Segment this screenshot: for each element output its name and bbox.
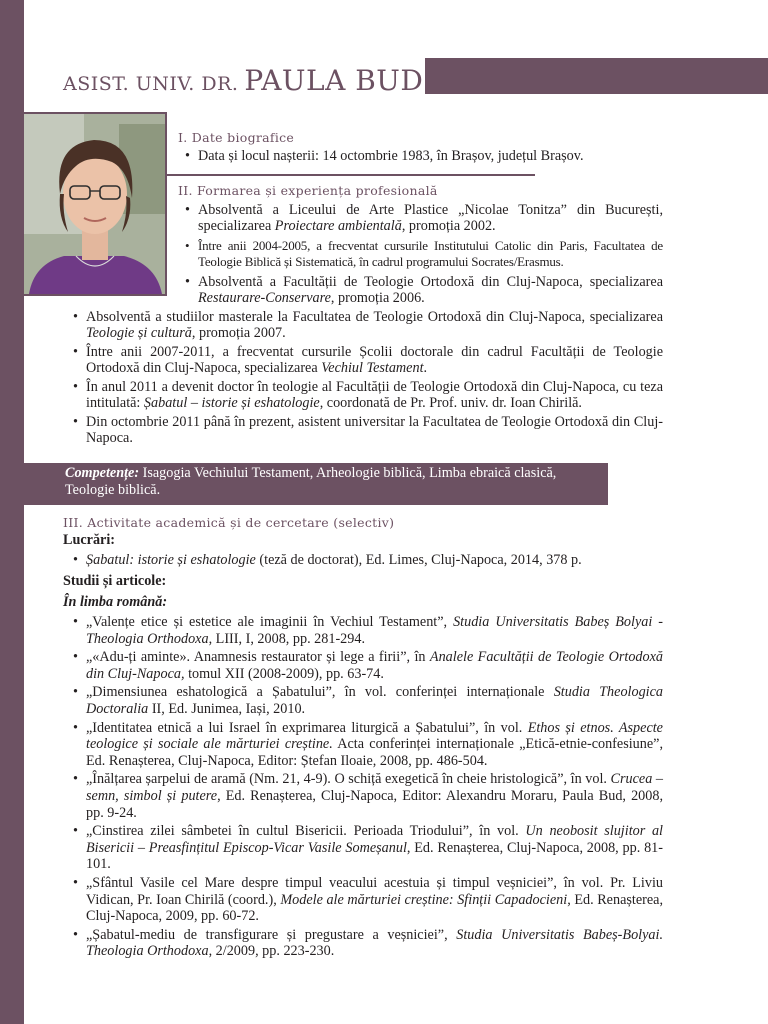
- person-name: PAULA BUD: [244, 64, 424, 97]
- list-item: • „Valențe etice și estetice ale imaginii în Vechiul Testament”, Studia Universitatis Babeș Bolyai - Theologia Orthodoxa, LIII, I, 2008, pp. 281-294.: [73, 614, 663, 647]
- list-item: • Data și locul nașterii: 14 octombrie 1983, în Brașov, județul Brașov.: [185, 148, 615, 164]
- list-item: • „Identitatea etnică a lui Israel în exprimarea liturgică a Șabatului”, în vol. Ethos și etnos. Aspecte teologice și sociale ale mărturiei creștine. Acta conferinței internaționale „Etică-etnie-confesiune”, Ed. Renașterea, Cluj-Napoca, Editor: Ștefan Iloaie, 2008, pp. 486-504.: [73, 720, 663, 770]
- list-item: • Absolventă a Facultății de Teologie Ortodoxă din Cluj-Napoca, specializarea Restaurare-Conservare, promoția 2006.: [185, 274, 663, 306]
- list-item: • „Înălțarea șarpelui de aramă (Nm. 21, 4-9). O schiță exegetică în cheie hristologică”, în vol. Crucea – semn, simbol și putere, Ed. Renașterea, Cluj-Napoca, Editor: Alexandru Moraru, Paula Bud, 2008, pp. 9-24.: [73, 771, 663, 821]
- list-item: • Absolventă a studiilor masterale la Facultatea de Teologie Ortodoxă din Cluj-Napoca, specializarea Teologie și cultură, promoția 2007.: [73, 309, 663, 341]
- list-item: • Între anii 2007-2011, a frecventat cursurile Școlii doctorale din cadrul Facultății de Teologie Ortodoxă din Cluj-Napoca, specializarea Vechiul Testament.: [73, 344, 663, 376]
- section-academic-title: III. Activitate academică și de cercetare (selectiv): [63, 515, 395, 530]
- page-title: [63, 60, 423, 98]
- list-item: • În anul 2011 a devenit doctor în teologie al Facultății de Teologie Ortodoxă din Cluj-Napoca, cu teza intitulată: Șabatul – istorie și eshatologie, coordonată de Pr. Prof. univ. dr. Ioan Chirilă.: [73, 379, 663, 411]
- competences-text: Isagogia Vechiului Testament, Arheologie biblică, Limba ebraică clasică, Teologie biblică.: [65, 465, 557, 498]
- header-accent-bar: [425, 58, 768, 94]
- education-list-top: [185, 202, 663, 310]
- section-divider: [165, 174, 535, 176]
- list-item: • „Sfântul Vasile cel Mare despre timpul veacului acestuia și timpul veșniciei”, în vol. Pr. Liviu Vidican, Pr. Ioan Chirilă (coord.), Modele ale mărturiei creștine: Sfinții Capadocieni, Ed. Renașterea, Cluj-Napoca, 2009, pp. 60-72.: [73, 875, 663, 925]
- list-item: • Absolventă a Liceului de Arte Plastice „Nicolae Tonitza” din București, specializarea Proiectare ambientală, promoția 2002.: [185, 202, 663, 234]
- list-item: • Șabatul: istorie și eshatologie (teză de doctorat), Ed. Limes, Cluj-Napoca, 2014, 378 p.: [73, 552, 663, 568]
- articles-list: [73, 614, 663, 962]
- list-item: • „Șabatul-mediu de transfigurare și pregustare a veșniciei”, Studia Universitatis Babeș-Bolyai. Theologia Orthodoxa, 2/2009, pp. 223-230.: [73, 927, 663, 960]
- left-accent-bar: [0, 0, 24, 1024]
- competences-label: Competențe:: [65, 465, 140, 481]
- studies-label: Studii și articole:: [63, 573, 167, 589]
- portrait-photo: [22, 112, 167, 296]
- education-list-bottom: [73, 309, 663, 449]
- list-item: • „Cinstirea zilei sâmbetei în cultul Bisericii. Perioada Triodului”, în vol. Un neobosit slujitor al Bisericii – Preasfințitul Episcop-Vicar Vasile Someșanul, Ed. Renașterea, Cluj-Napoca, 2008, pp. 81-101.: [73, 823, 663, 873]
- romanian-language-label: În limba română:: [63, 594, 168, 610]
- academic-title: ASIST. UNIV. DR.: [63, 73, 239, 95]
- works-list: [73, 552, 663, 571]
- list-item: • „«Adu-ți aminte». Anamnesis restaurator și lege a firii”, în Analele Facultății de Teologie Ortodoxă din Cluj-Napoca, tomul XII (2008-2009), pp. 63-74.: [73, 649, 663, 682]
- list-item: • „Dimensiunea eshatologică a Șabatului”, în vol. conferinței internaționale Studia Theologica Doctoralia II, Ed. Junimea, Iași, 2010.: [73, 684, 663, 717]
- biographical-list: [185, 148, 615, 167]
- works-label: Lucrări:: [63, 532, 116, 548]
- competences-box: [24, 463, 608, 505]
- section-education-title: II. Formarea și experiența profesională: [178, 183, 438, 198]
- section-biographical-title: I. Date biografice: [178, 130, 295, 145]
- list-item: • Din octombrie 2011 până în prezent, asistent universitar la Facultatea de Teologie Ortodoxă din Cluj-Napoca.: [73, 414, 663, 446]
- list-item: • Între anii 2004-2005, a frecventat cursurile Institutului Catolic din Paris, Facultatea de Teologie Biblică și Sistematică, în cadrul programului Socrates/Erasmus.: [185, 238, 663, 270]
- portrait-illustration: [24, 114, 165, 294]
